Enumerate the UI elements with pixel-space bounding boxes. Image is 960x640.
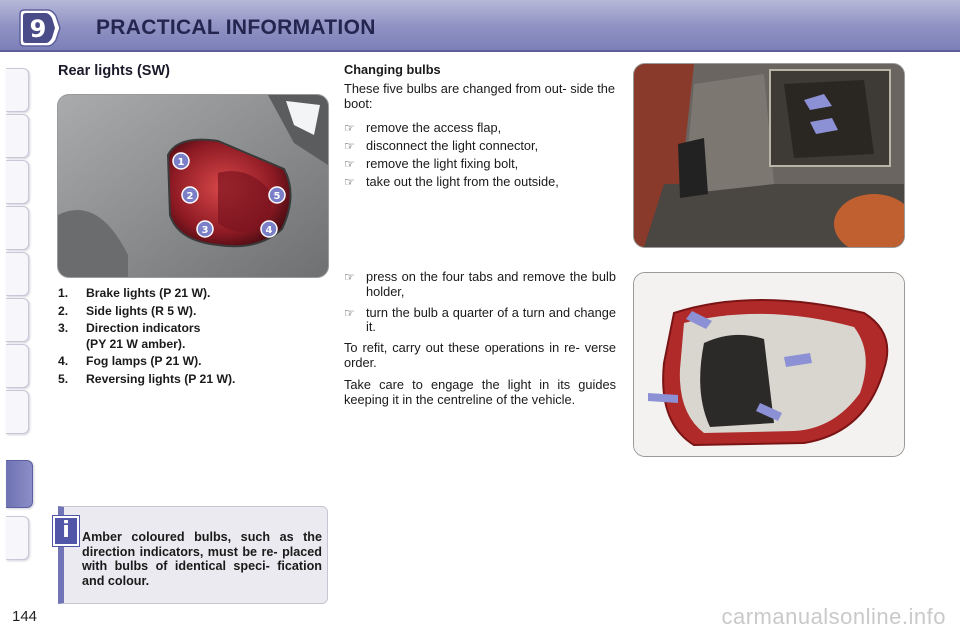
legend-number: 5.: [58, 371, 69, 386]
pointing-hand-icon: ☞: [344, 305, 355, 320]
chapter-tab[interactable]: [6, 68, 29, 112]
bulb-label-2: 2: [186, 191, 194, 202]
info-text: Amber coloured bulbs, such as the direction indicators, must be re- placed with bulbs of identical speci- fication and colour.: [82, 530, 322, 588]
bulb-markers: [58, 95, 328, 277]
boot-interior-illustration: [634, 64, 904, 247]
watermark-text: carmanualsonline.info: [721, 604, 946, 629]
chapter-tab-active[interactable]: [6, 460, 33, 508]
refit-text: To refit, carry out these operations in re- verse order.: [344, 340, 616, 370]
chapter-badge: [14, 8, 62, 48]
step-text: remove the light fixing bolt,: [366, 155, 519, 171]
step-item: [344, 157, 616, 172]
legend-text: Direction indicators (PY 21 W amber).: [86, 321, 201, 351]
bulb-holder-photo: [633, 272, 905, 457]
pointing-hand-icon: ☞: [344, 156, 355, 171]
bulb-marker-4: [261, 221, 277, 237]
step-text: press on the four tabs and remove the bulb holder,: [366, 269, 616, 299]
legend-item: [58, 321, 328, 352]
header-rule: [0, 50, 960, 52]
legend-item: [58, 304, 328, 320]
page-number: 144: [12, 608, 38, 625]
legend-number: 4.: [58, 354, 69, 368]
info-icon: i: [53, 516, 79, 546]
chapter-tab[interactable]: [6, 516, 29, 560]
chapter-number: 9: [29, 15, 47, 43]
legend-number: 2.: [58, 303, 69, 318]
chapter-tab[interactable]: [6, 160, 29, 204]
chapter-tabs: [0, 64, 34, 576]
bulb-marker-1: [173, 153, 189, 169]
step-text: turn the bulb a quarter of a turn and change it.: [366, 304, 616, 335]
bulb-holder-illustration: [634, 273, 904, 456]
legend-number: 3.: [58, 321, 69, 335]
chapter-tab[interactable]: [6, 390, 29, 434]
changing-bulbs-continued: [344, 270, 616, 414]
bulb-marker-2: [182, 187, 198, 203]
pointing-hand-icon: ☞: [344, 121, 355, 136]
legend-item: [58, 354, 328, 370]
changing-bulbs-heading: Changing bulbs: [344, 62, 441, 77]
step-item: [344, 121, 616, 136]
step-item: [344, 306, 616, 336]
step-item: [344, 175, 616, 190]
bulb-label-4: 4: [265, 225, 273, 236]
step-text: disconnect the light connector,: [366, 138, 539, 154]
chapter-tab[interactable]: [6, 114, 29, 158]
pointing-hand-icon: ☞: [344, 174, 355, 189]
legend-text: Brake lights (P 21 W).: [86, 286, 211, 300]
pointing-hand-icon: ☞: [344, 139, 355, 154]
chapter-tab[interactable]: [6, 298, 29, 342]
chapter-tab[interactable]: [6, 252, 29, 296]
page-title: PRACTICAL INFORMATION: [96, 16, 376, 39]
bulb-label-3: 3: [201, 225, 209, 236]
section-title: Rear lights (SW): [58, 63, 170, 79]
step-text: remove the access flap,: [366, 120, 502, 136]
care-text: Take care to engage the light in its guides keeping it in the centreline of the vehicle.: [344, 376, 616, 407]
boot-interior-photo: [633, 63, 905, 248]
bulb-label-5: 5: [273, 191, 281, 202]
bulb-marker-5: [269, 187, 285, 203]
chapter-tab[interactable]: [6, 206, 29, 250]
bulb-legend: [58, 286, 328, 389]
legend-text: Reversing lights (P 21 W).: [86, 371, 236, 386]
legend-item: [58, 372, 328, 388]
bulb-marker-3: [197, 221, 213, 237]
pointing-hand-icon: ☞: [344, 270, 355, 284]
legend-number: 1.: [58, 286, 69, 300]
chapter-tab[interactable]: [6, 344, 29, 388]
bulb-label-1: 1: [177, 157, 185, 168]
legend-text: Side lights (R 5 W).: [86, 303, 197, 318]
step-item: [344, 270, 616, 300]
changing-bulbs-intro: These five bulbs are changed from out- side the boot:: [344, 80, 616, 111]
step-item: [344, 139, 616, 154]
legend-item: [58, 286, 328, 302]
changing-bulbs-section: [344, 63, 616, 193]
rear-light-photo: [57, 94, 329, 278]
legend-text: Fog lamps (P 21 W).: [86, 354, 202, 368]
step-text: take out the light from the outside,: [366, 173, 559, 189]
